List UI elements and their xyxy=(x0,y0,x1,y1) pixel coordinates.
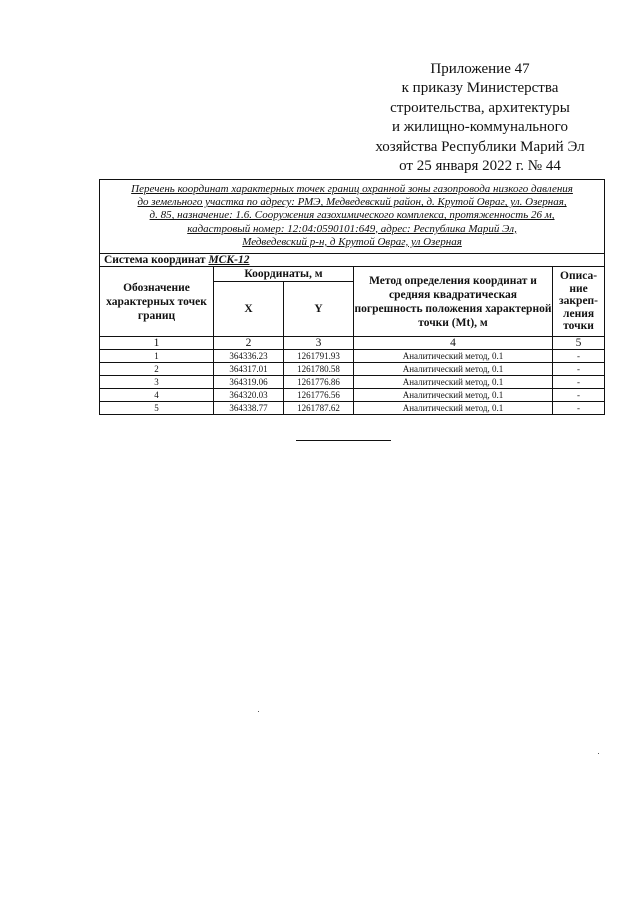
appendix-header xyxy=(350,60,610,176)
table-title-line: кадастровый номер: 12:04:0590101:649, адрес: Республика Марий Эл, xyxy=(187,222,517,235)
scan-speck xyxy=(598,753,599,754)
cell-y: 1261787.62 xyxy=(284,402,354,415)
appendix-line: к приказу Министерства xyxy=(401,80,559,97)
column-number: 5 xyxy=(553,337,605,350)
appendix-line: от 25 января 2022 г. № 44 xyxy=(399,158,561,175)
cell-y: 1261791.93 xyxy=(284,350,354,363)
table-title xyxy=(100,180,605,254)
cell-point: 5 xyxy=(100,402,214,415)
column-number: 2 xyxy=(214,337,284,350)
table-title-line: до земельного участка по адресу: РМЭ, Медведевский район, д. Крутой Овраг, ул. Озерная, xyxy=(137,196,567,209)
cell-description: - xyxy=(553,402,605,415)
table-row xyxy=(100,350,605,363)
cell-x: 364320.03 xyxy=(214,389,284,402)
cell-x: 364338.77 xyxy=(214,402,284,415)
header-point: Обозначение характерных точек границ xyxy=(100,267,214,337)
header-method: Метод определения координат и средняя квадратическая погрешность положения характерной точки (Mt), м xyxy=(354,267,553,337)
cell-description: - xyxy=(553,363,605,376)
table-title-line: Перечень координат характерных точек границ охранной зоны газопровода низкого давления xyxy=(131,183,573,195)
coordinate-system-label: Система координат xyxy=(104,254,206,267)
closing-divider xyxy=(296,440,391,441)
appendix-line: строительства, архитектуры xyxy=(390,99,570,116)
cell-description: - xyxy=(553,350,605,363)
header-description: Описа-ние закреп-ления точки xyxy=(553,267,605,337)
column-number: 3 xyxy=(284,337,354,350)
cell-y: 1261780.58 xyxy=(284,363,354,376)
table-row xyxy=(100,376,605,389)
cell-point: 3 xyxy=(100,376,214,389)
cell-x: 364336.23 xyxy=(214,350,284,363)
cell-method: Аналитический метод, 0.1 xyxy=(354,350,553,363)
appendix-line: хозяйства Республики Марий Эл xyxy=(375,138,585,155)
column-number: 4 xyxy=(354,337,553,350)
column-number: 1 xyxy=(100,337,214,350)
cell-point: 1 xyxy=(100,350,214,363)
table-row xyxy=(100,363,605,376)
appendix-line: Приложение 47 xyxy=(430,61,530,77)
header-x: X xyxy=(214,282,284,337)
cell-y: 1261776.86 xyxy=(284,376,354,389)
cell-y: 1261776.56 xyxy=(284,389,354,402)
coordinate-system xyxy=(100,254,605,267)
table-title-line: д. 85, назначение: 1.6. Сооружения газохимического комплекса, протяженность 26 м, xyxy=(149,209,555,222)
header-y: Y xyxy=(284,282,354,337)
table-row xyxy=(100,402,605,415)
header-coords: Координаты, м xyxy=(214,267,354,282)
cell-x: 364317.01 xyxy=(214,363,284,376)
cell-point: 4 xyxy=(100,389,214,402)
cell-point: 2 xyxy=(100,363,214,376)
coordinate-system-value: МСК-12 xyxy=(208,254,250,267)
cell-method: Аналитический метод, 0.1 xyxy=(354,402,553,415)
appendix-line: и жилищно-коммунального xyxy=(392,119,568,136)
cell-description: - xyxy=(553,389,605,402)
cell-method: Аналитический метод, 0.1 xyxy=(354,389,553,402)
scan-speck xyxy=(258,711,259,712)
cell-x: 364319.06 xyxy=(214,376,284,389)
coordinates-table xyxy=(99,179,605,415)
cell-method: Аналитический метод, 0.1 xyxy=(354,376,553,389)
cell-description: - xyxy=(553,376,605,389)
table-row xyxy=(100,389,605,402)
cell-method: Аналитический метод, 0.1 xyxy=(354,363,553,376)
table-title-line: Медведевский р-н, д Крутой Овраг, ул Озерная xyxy=(242,235,462,248)
